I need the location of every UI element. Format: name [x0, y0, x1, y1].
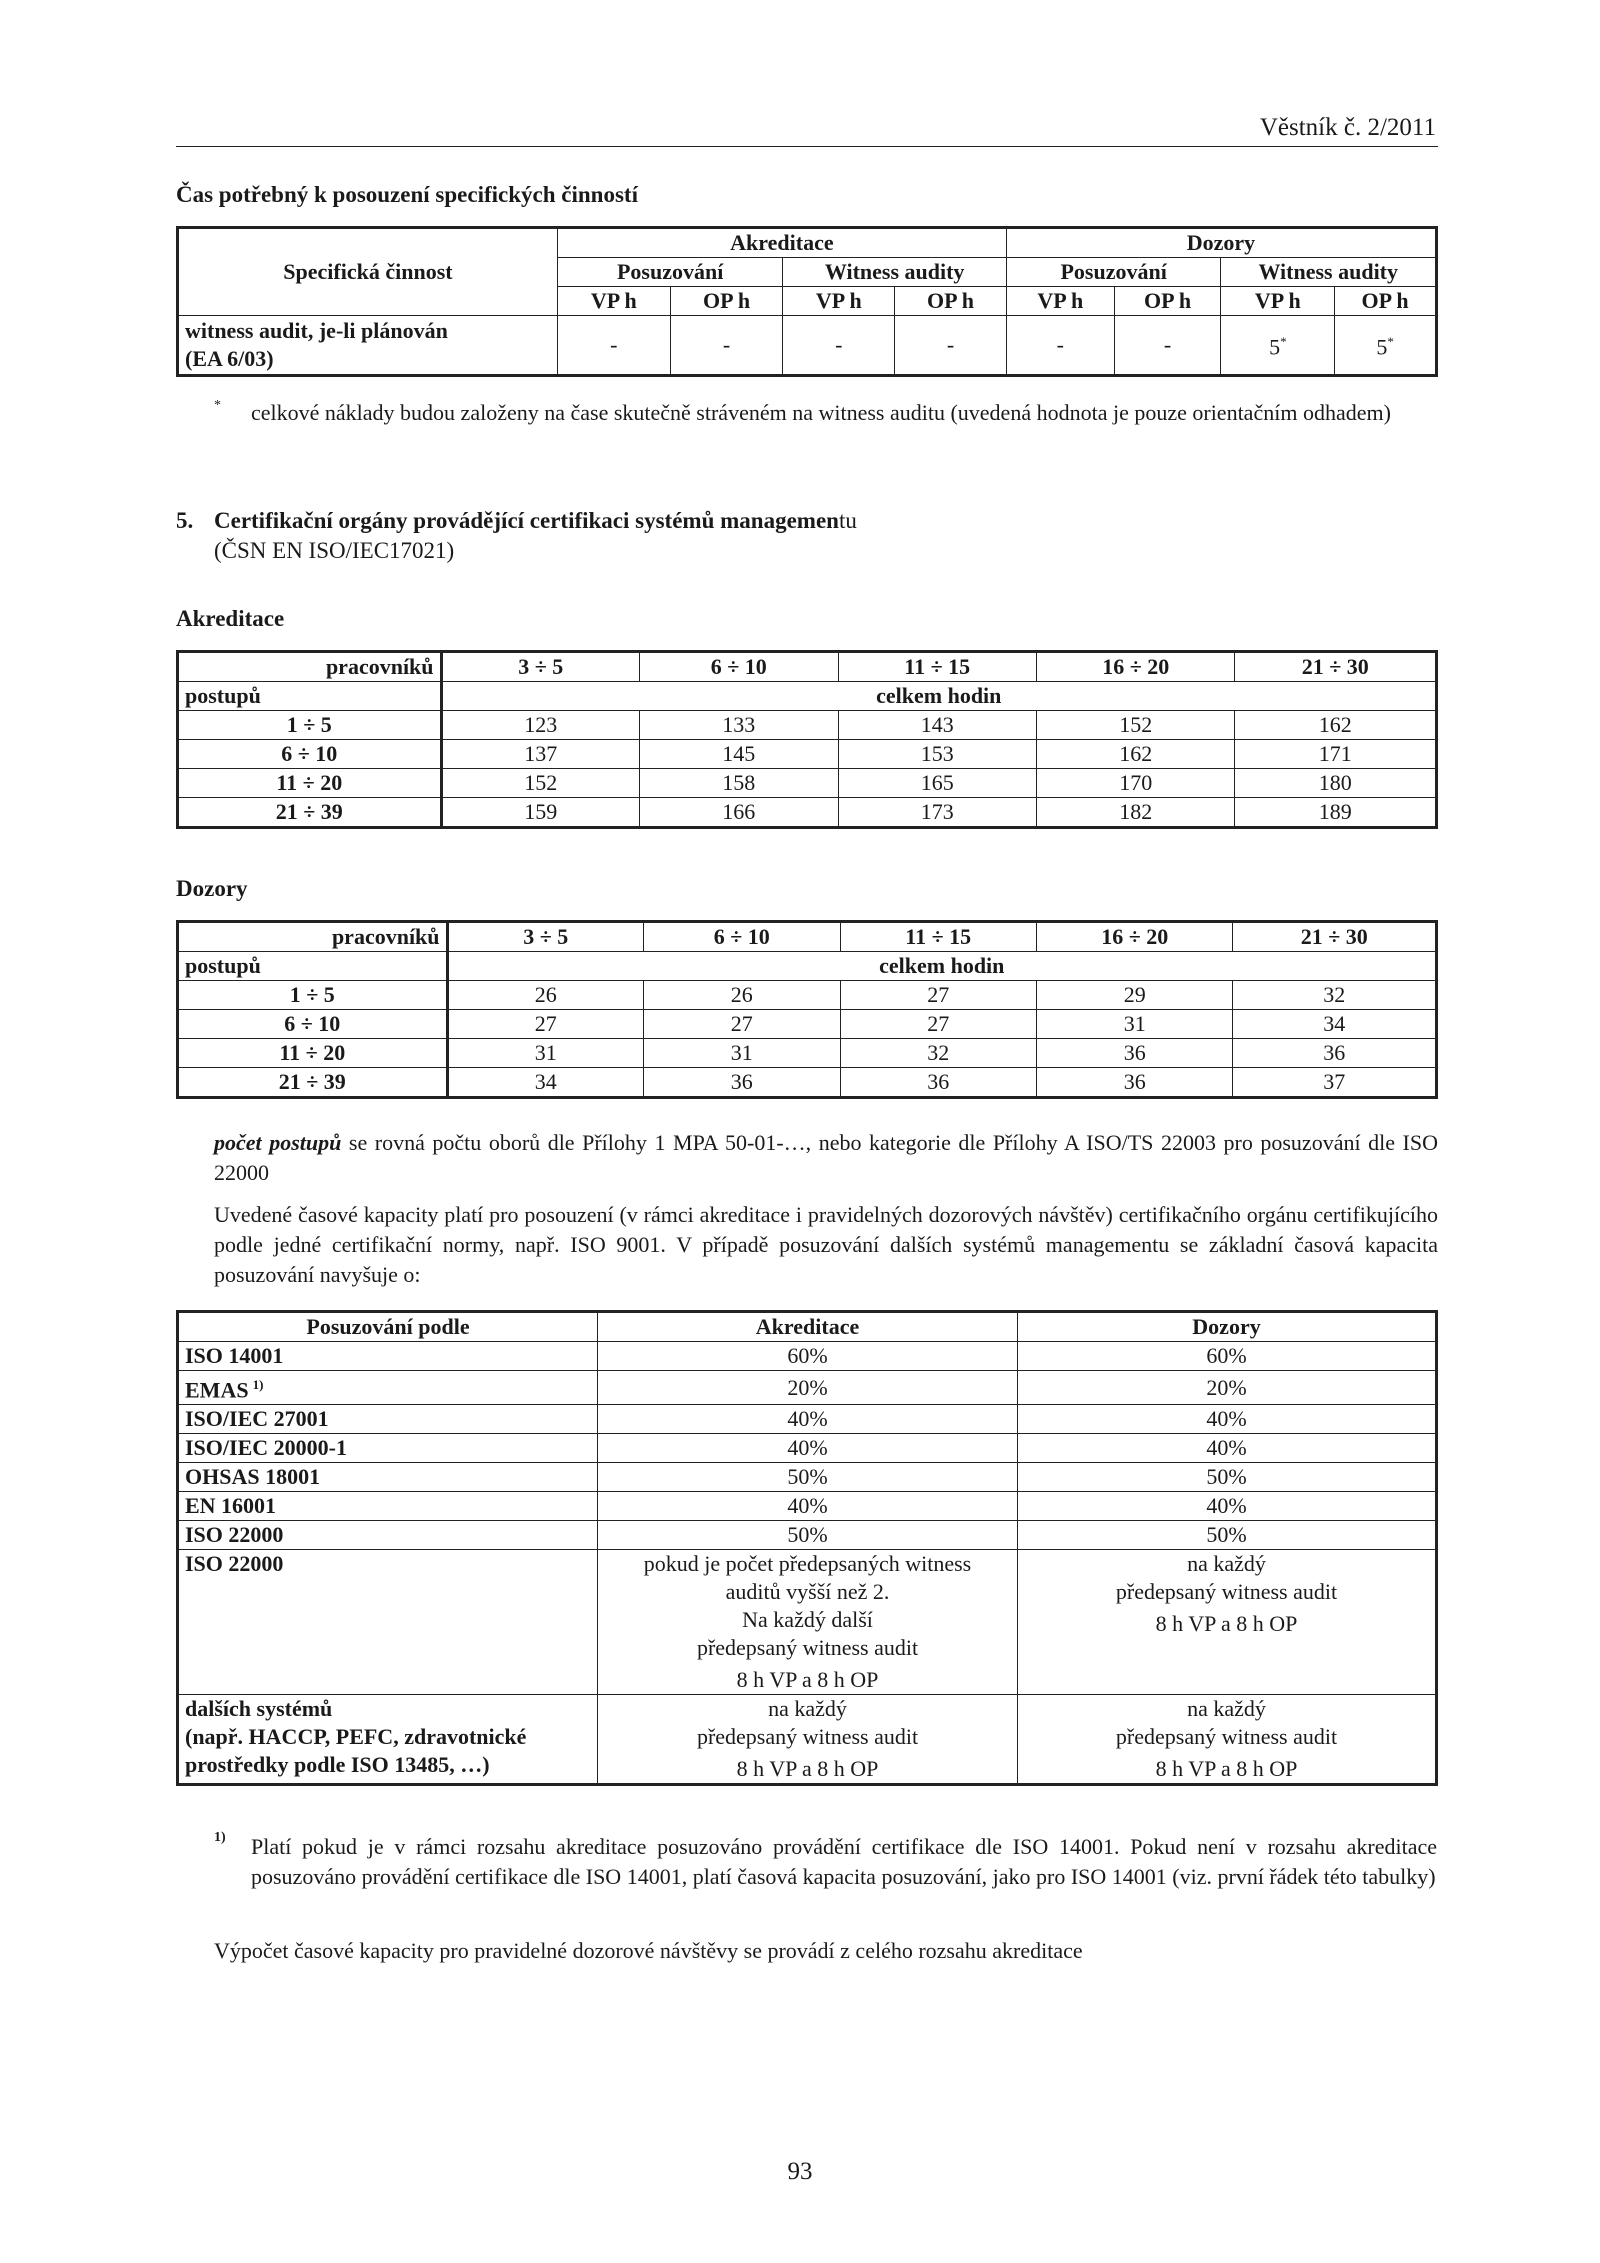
pracovniku-label: pracovníků: [178, 652, 442, 682]
time-section-title: Čas potřebný k posouzení specifických činností: [176, 182, 638, 207]
section5-subtitle: (ČSN EN ISO/IEC17021): [214, 538, 455, 563]
system-name-text: ISO 22000: [185, 1522, 284, 1548]
cell-value: 145: [640, 740, 838, 769]
system-name: [178, 1342, 598, 1371]
row-label: 21 ÷ 39: [178, 1068, 448, 1098]
cell-value: 171: [1235, 740, 1437, 769]
cell-value: 36: [1036, 1068, 1232, 1098]
footnote-1-mark: 1): [214, 1830, 226, 1845]
col-header: 6 ÷ 10: [644, 922, 840, 952]
system-dozory-value: 40%: [1018, 1434, 1437, 1463]
cell-value: -: [670, 316, 783, 376]
celkem-hodin: celkem hodin: [447, 952, 1436, 981]
table-row: [178, 1463, 1437, 1492]
cell-line: pokud je počet předepsaných witness: [643, 1551, 972, 1577]
cell-value: 31: [1036, 1010, 1232, 1039]
cell-value: -: [783, 316, 895, 376]
row-label-witness: [178, 316, 558, 376]
vp-header: VP h: [557, 287, 670, 316]
iso22000-witness-akreditace: [598, 1550, 1018, 1695]
paragraph-capacity: Uvedené časové kapacity platí pro posouzení (v rámci akreditace i pravidelných dozorových návštěv) certifikačního orgánu certifikujícího podle jedné certifikační normy, např. ISO 9001. V případě posuzování dalších systémů managementu se základní časová kapacita posuzování navyšuje o:: [214, 1202, 1438, 1287]
op-header: OP h: [1114, 287, 1221, 316]
system-akreditace-value: 40%: [598, 1405, 1018, 1434]
system-name: [178, 1521, 598, 1550]
cell-value: 152: [1036, 711, 1234, 740]
note-postupu-emphasis: počet postupů: [214, 1130, 342, 1155]
col-header: 16 ÷ 20: [1036, 652, 1234, 682]
cell-value: 182: [1036, 798, 1234, 828]
cell-value: 36: [644, 1068, 840, 1098]
cell-value: 27: [644, 1010, 840, 1039]
vp-header: VP h: [783, 287, 895, 316]
table-row: [178, 1039, 1437, 1068]
journal-title: Věstník č. 2/2011: [1259, 114, 1436, 141]
akreditace-hours-table: [176, 650, 1438, 829]
system-name: [178, 1434, 598, 1463]
row-label-line: witness audit, je-li plánován: [185, 318, 448, 343]
system-name-text: ISO/IEC 27001: [185, 1406, 329, 1432]
cell-line: 8 h VP a 8 h OP: [1155, 1611, 1298, 1637]
cell-value: -: [1114, 316, 1221, 376]
table-row: [178, 798, 1437, 828]
col-header: 11 ÷ 15: [838, 652, 1036, 682]
system-name-text: EMAS: [185, 1377, 249, 1403]
specific-activity-table: [176, 226, 1438, 377]
cell-value: -: [895, 316, 1007, 376]
iso22000-witness-dozory: [1018, 1550, 1437, 1695]
akreditace-rows: [178, 711, 1437, 828]
row-label: 1 ÷ 5: [178, 711, 442, 740]
table-row: [178, 1068, 1437, 1098]
system-dozory-value: 40%: [1018, 1492, 1437, 1521]
table-row: [178, 1492, 1437, 1521]
table-row: [178, 1342, 1437, 1371]
cell-value: 37: [1233, 1068, 1437, 1098]
table-row: [178, 711, 1437, 740]
cell-value: 162: [1235, 711, 1437, 740]
cell-value: -: [1006, 316, 1114, 376]
cell-line: předepsaný witness audit: [696, 1635, 919, 1661]
cell-value: 137: [441, 740, 639, 769]
system-name-text: EN 16001: [185, 1493, 277, 1519]
footnote-1-text: Platí pokud je v rámci rozsahu akreditace posuzováno provádění certifikace dle ISO 14001. Pokud není v rozsahu akreditace posuzováno provádění certifikace dle ISO 14001, platí časová kapacita posuzování, jako pro ISO 14001 (viz. první řádek této tabulky): [251, 1834, 1437, 1889]
cell-line: 8 h VP a 8 h OP: [1155, 1756, 1298, 1782]
vp-header: VP h: [1221, 287, 1335, 316]
cell-value: 27: [840, 981, 1036, 1010]
cell-value: 36: [840, 1068, 1036, 1098]
system-akreditace-value: 50%: [598, 1463, 1018, 1492]
cell-value: 31: [644, 1039, 840, 1068]
cell-value: 153: [838, 740, 1036, 769]
cell-value: 180: [1235, 769, 1437, 798]
system-name: [178, 1463, 598, 1492]
system-dozory-value: 40%: [1018, 1405, 1437, 1434]
cell-value: 5: [1269, 334, 1281, 360]
cell-value: 26: [447, 981, 643, 1010]
system-akreditace-value: 20%: [598, 1371, 1018, 1405]
cell-value: 5: [1376, 334, 1388, 360]
cell-value-star: [1221, 316, 1335, 376]
pracovniku-label: pracovníků: [178, 922, 448, 952]
cell-value: 162: [1036, 740, 1234, 769]
col-header: 3 ÷ 5: [447, 922, 643, 952]
system-name: [178, 1405, 598, 1434]
col-header-posuzovani: Posuzování podle: [178, 1312, 598, 1342]
system-name-text: ISO 14001: [185, 1343, 284, 1368]
cell-line: předepsaný witness audit: [1115, 1579, 1338, 1605]
dozory-heading: Dozory: [176, 876, 248, 901]
systems-table: [176, 1310, 1438, 1786]
cell-value: 159: [441, 798, 639, 828]
system-dozory-value: 60%: [1018, 1342, 1437, 1371]
col-header-dozory: Dozory: [1018, 1312, 1437, 1342]
table-row: [178, 1405, 1437, 1434]
system-akreditace-value: 40%: [598, 1434, 1018, 1463]
section5-title: [214, 508, 857, 534]
sub-posuzovani-akr: Posuzování: [557, 258, 783, 287]
cell-value: 165: [838, 769, 1036, 798]
cell-value: 27: [447, 1010, 643, 1039]
cell-value: 173: [838, 798, 1036, 828]
col-header: 3 ÷ 5: [441, 652, 639, 682]
cell-line: předepsaný witness audit: [1115, 1724, 1338, 1750]
other-systems-dozory: [1018, 1695, 1437, 1785]
cell-value: 123: [441, 711, 639, 740]
group-dozory: Dozory: [1006, 228, 1436, 258]
cell-line: 8 h VP a 8 h OP: [736, 1756, 879, 1782]
cell-value: 143: [838, 711, 1036, 740]
cell-value: 170: [1036, 769, 1234, 798]
row-label: 6 ÷ 10: [178, 1010, 448, 1039]
footnote-ref: 1): [252, 1377, 264, 1392]
cell-line: na každý: [1187, 1696, 1266, 1722]
postupu-label: postupů: [178, 952, 448, 981]
other-systems-akreditace: [598, 1695, 1018, 1785]
cell-value: 29: [1036, 981, 1232, 1010]
cell-value: 158: [640, 769, 838, 798]
system-akreditace-value: 50%: [598, 1521, 1018, 1550]
cell-line: na každý: [768, 1696, 847, 1722]
iso22000-witness-name: ISO 22000: [178, 1550, 598, 1695]
system-akreditace-value: 40%: [598, 1492, 1018, 1521]
col-header-akreditace: Akreditace: [598, 1312, 1018, 1342]
cell-value: 32: [840, 1039, 1036, 1068]
system-name-text: ISO/IEC 20000-1: [185, 1435, 347, 1461]
cell-line: auditů vyšší než 2.: [725, 1579, 890, 1605]
row-label-line: (EA 6/03): [185, 346, 274, 371]
other-systems-name: [178, 1695, 598, 1785]
col-header: 16 ÷ 20: [1036, 922, 1232, 952]
system-akreditace-value: 60%: [598, 1342, 1018, 1371]
cell-value: 36: [1233, 1039, 1437, 1068]
dozory-rows: [178, 981, 1437, 1098]
akreditace-heading: Akreditace: [176, 606, 285, 631]
row-label: 11 ÷ 20: [178, 769, 442, 798]
page-header: [176, 108, 1438, 147]
vp-header: VP h: [1006, 287, 1114, 316]
section5-title-tail: tu: [838, 508, 857, 533]
section5-number: 5.: [176, 508, 194, 533]
system-name: [178, 1492, 598, 1521]
op-header: OP h: [895, 287, 1007, 316]
cell-value: 166: [640, 798, 838, 828]
row-label: 21 ÷ 39: [178, 798, 442, 828]
sub-witness-doz: Witness audity: [1221, 258, 1437, 287]
cell-value-star: [1335, 316, 1437, 376]
cell-value: 31: [447, 1039, 643, 1068]
col-activity: Specifická činnost: [178, 228, 558, 316]
system-dozory-value: 20%: [1018, 1371, 1437, 1405]
col-header: 21 ÷ 30: [1235, 652, 1437, 682]
systems-rows: [178, 1342, 1437, 1550]
note-postupu: [214, 1128, 1438, 1188]
system-dozory-value: 50%: [1018, 1463, 1437, 1492]
cell-line: dalších systémů: [185, 1696, 333, 1722]
system-dozory-value: 50%: [1018, 1521, 1437, 1550]
postupu-label: postupů: [178, 682, 442, 711]
cell-value: 189: [1235, 798, 1437, 828]
col-header: 11 ÷ 15: [840, 922, 1036, 952]
table-row: [178, 1371, 1437, 1405]
table-row: [178, 981, 1437, 1010]
row-label: 6 ÷ 10: [178, 740, 442, 769]
system-name-text: OHSAS 18001: [185, 1464, 321, 1490]
row-label: 11 ÷ 20: [178, 1039, 448, 1068]
cell-line: (např. HACCP, PEFC, zdravotnické: [185, 1724, 527, 1750]
table-row: [178, 769, 1437, 798]
cell-line: na každý: [1187, 1551, 1266, 1577]
cell-value: 133: [640, 711, 838, 740]
star-mark: *: [1387, 334, 1394, 350]
row-label: 1 ÷ 5: [178, 981, 448, 1010]
cell-line: Na každý další: [742, 1607, 873, 1633]
op-header: OP h: [670, 287, 783, 316]
op-header: OP h: [1335, 287, 1437, 316]
cell-value: -: [557, 316, 670, 376]
group-akreditace: Akreditace: [557, 228, 1006, 258]
paragraph-surveillance: Výpočet časové kapacity pro pravidelné dozorové návštěvy se provádí z celého rozsahu akreditace: [214, 1938, 1083, 1963]
table-row: [178, 740, 1437, 769]
page-number: 93: [787, 2158, 813, 2185]
table-row: [178, 1434, 1437, 1463]
table-row: [178, 1521, 1437, 1550]
system-name: [178, 1371, 598, 1405]
col-header: 6 ÷ 10: [640, 652, 838, 682]
dozory-hours-table: [176, 920, 1438, 1099]
note-postupu-text: se rovná počtu oborů dle Přílohy 1 MPA 50-01-…, nebo kategorie dle Přílohy A ISO/TS 22003 pro posuzování dle ISO 22000: [214, 1130, 1438, 1185]
table-row: [178, 1010, 1437, 1039]
cell-value: 34: [1233, 1010, 1437, 1039]
cell-value: 34: [447, 1068, 643, 1098]
cell-value: 32: [1233, 981, 1437, 1010]
cell-line: 8 h VP a 8 h OP: [736, 1667, 879, 1693]
footnote-star-mark: *: [214, 398, 221, 413]
sub-witness-akr: Witness audity: [783, 258, 1006, 287]
cell-value: 36: [1036, 1039, 1232, 1068]
cell-line: prostředky podle ISO 13485, …): [185, 1752, 490, 1778]
footnote-star-text: celkové náklady budou založeny na čase skutečně stráveném na witness auditu (uvedená hodnota je pouze orientačním odhadem): [251, 400, 1391, 425]
star-mark: *: [1280, 334, 1287, 350]
section5-title-bold: Certifikační orgány provádějící certifikaci systémů managemen: [214, 508, 839, 533]
cell-value: 26: [644, 981, 840, 1010]
celkem-hodin: celkem hodin: [441, 682, 1436, 711]
cell-line: předepsaný witness audit: [696, 1724, 919, 1750]
cell-value: 152: [441, 769, 639, 798]
col-header: 21 ÷ 30: [1233, 922, 1437, 952]
cell-value: 27: [840, 1010, 1036, 1039]
sub-posuzovani-doz: Posuzování: [1006, 258, 1221, 287]
